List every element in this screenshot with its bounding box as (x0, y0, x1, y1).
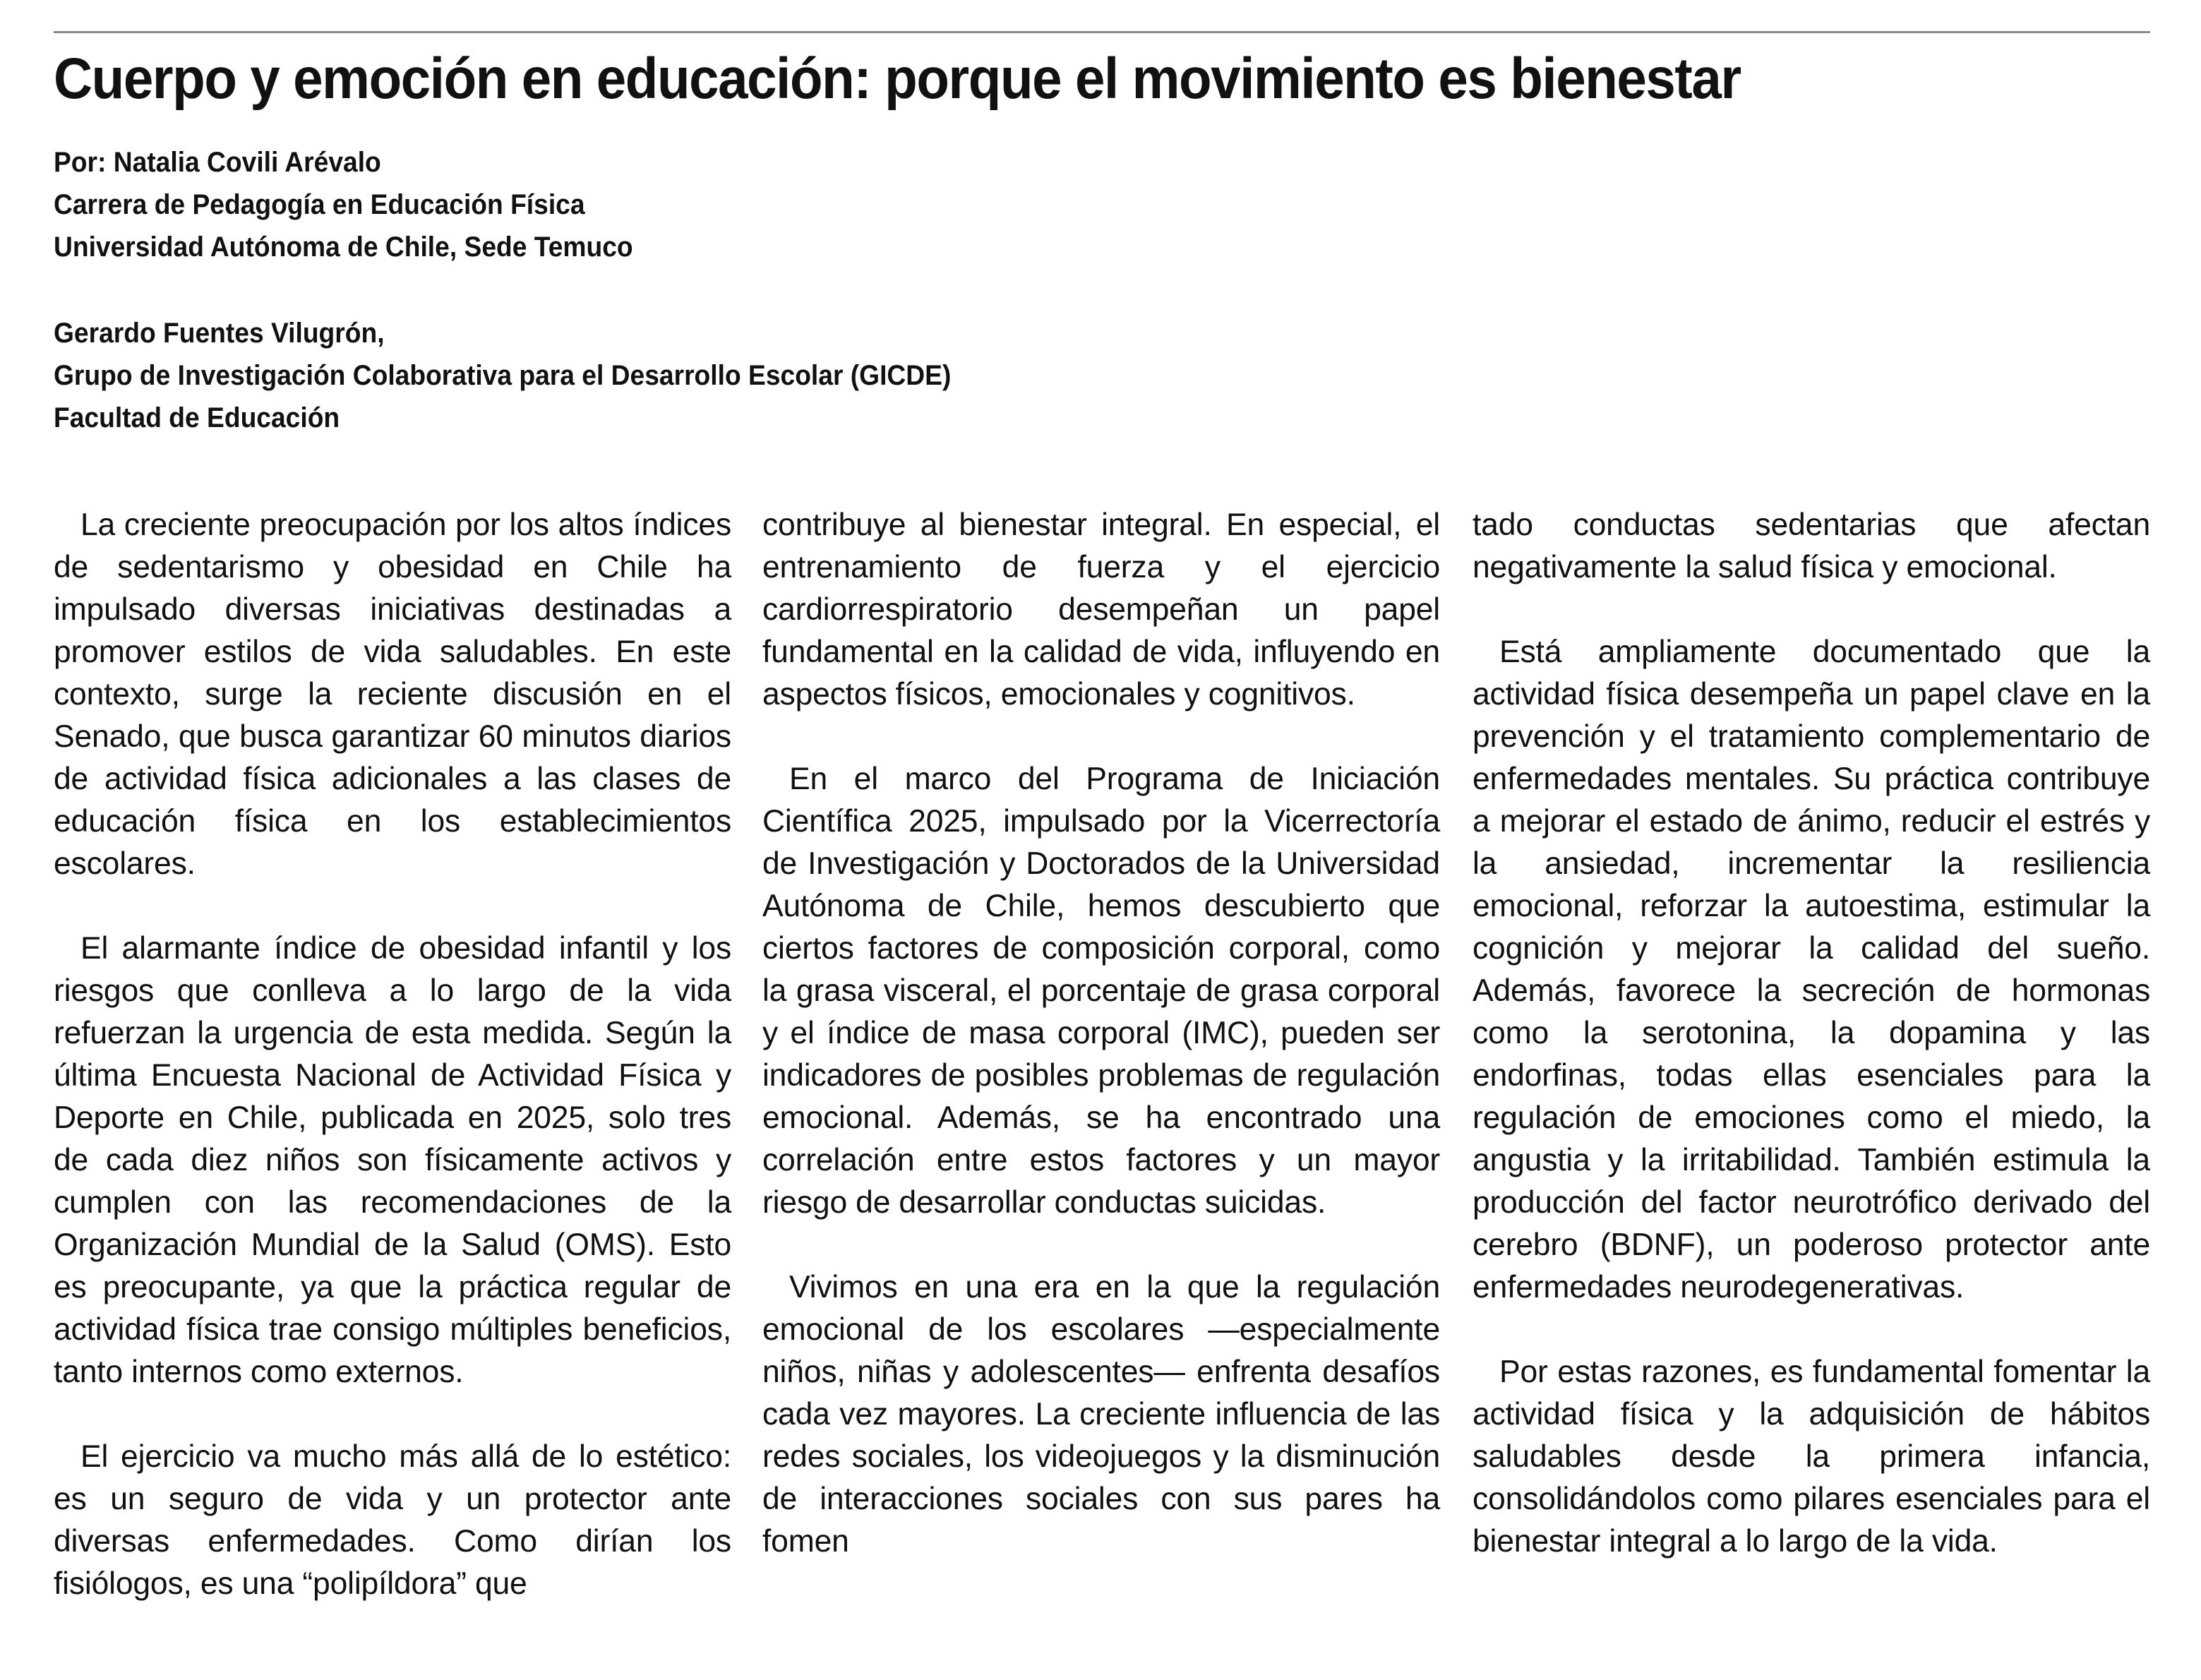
author-department: Carrera de Pedagogía en Educación Física (54, 189, 585, 220)
author-institution: Facultad de Educación (54, 402, 340, 433)
author-name: Por: Natalia Covili Arévalo (54, 147, 381, 178)
body-paragraph: En el marco del Programa de Iniciación Científica 2025, impulsado por la Vicerrectoría de Investigación y Doctorados de la Universidad Autónoma de Chile, hemos descubierto que ciertos factores de composición corporal, como la grasa visceral, el porcentaje de grasa corporal y el índice de masa corporal (IMC), pueden ser indicadores de posibles problemas de regulación emocional. Además, se ha encontrado una correlación entre estos factores y un mayor riesgo de desarrollar conductas suicidas. (762, 762, 1440, 1220)
body-paragraph: Está ampliamente documentado que la actividad física desempeña un papel clave en la prevención y el tratamiento complementario de enfermedades mentales. Su práctica contribuye a mejorar el estado de ánimo, reducir el estrés y la ansiedad, incrementar la resiliencia emocional, reforzar la autoestima, estimular la cognición y mejorar la calidad del sueño. Además, favorece la secreción de hormonas como la serotonina, la dopamina y las endorfinas, todas ellas esenciales para la regulación de emociones como el miedo, la angustia y la irritabilidad. También estimula la producción del factor neurotrófico derivado del cerebro (BDNF), un poderoso protector ante enfermedades neurodegenerativas. (1473, 635, 2150, 1304)
author-institution: Universidad Autónoma de Chile, Sede Temuco (54, 232, 633, 263)
article-column-3 (1473, 504, 2150, 1563)
article-column-1 (54, 504, 731, 1605)
article-column-2 (762, 504, 1440, 1563)
body-paragraph-continued: tado conductas sedentarias que afectan negativamente la salud física y emocional. (1473, 508, 2150, 584)
body-paragraph: Por estas razones, es fundamental fomentar la actividad física y la adquisición de hábitos saludables desde la primera infancia, consolidándolos como pilares esenciales para el bienestar integral a lo largo de la vida. (1473, 1355, 2150, 1559)
author-byline-1 (54, 141, 633, 268)
body-paragraph-continued: contribuye al bienestar integral. En especial, el entrenamiento de fuerza y el ejercicio cardiorrespiratorio desempeñan un papel fundamental en la calidad de vida, influyendo en aspectos físicos, emocionales y cognitivos. (762, 508, 1440, 712)
author-byline-2 (54, 312, 951, 439)
top-divider-rule (54, 31, 2150, 33)
body-paragraph: El alarmante índice de obesidad infantil y los riesgos que conlleva a lo largo de la vida refuerzan la urgencia de esta medida. Según la última Encuesta Nacional de Actividad Física y Deporte en Chile, publicada en 2025, solo tres de cada diez niños son físicamente activos y cumplen con las recomendaciones de la Organización Mundial de la Salud (OMS). Esto es preocupante, ya que la práctica regular de actividad física trae consigo múltiples beneficios, tanto internos como externos. (54, 931, 731, 1389)
author-department: Grupo de Investigación Colaborativa para el Desarrollo Escolar (GICDE) (54, 360, 952, 391)
body-paragraph: La creciente preocupación por los altos índices de sedentarismo y obesidad en Chile ha impulsado diversas iniciativas destinadas a promover estilos de vida saludables. En este contexto, surge la reciente discusión en el Senado, que busca garantizar 60 minutos diarios de actividad física adicionales a las clases de educación física en los establecimientos escolares. (54, 508, 731, 881)
body-paragraph: El ejercicio va mucho más allá de lo estético: es un seguro de vida y un protector ante diversas enfermedades. Como dirían los fisiólogos, es una “polipíldora” que (54, 1439, 731, 1601)
body-paragraph: Vivimos en una era en la que la regulación emocional de los escolares —especialmente niños, niñas y adolescentes— enfrenta desafíos cada vez mayores. La creciente influencia de las redes sociales, los videojuegos y la disminución de interacciones sociales con sus pares ha fomen (762, 1270, 1440, 1559)
author-name: Gerardo Fuentes Vilugrón, (54, 318, 385, 349)
article-title: Cuerpo y emoción en educación: porque el movimiento es bienestar (54, 47, 1741, 111)
